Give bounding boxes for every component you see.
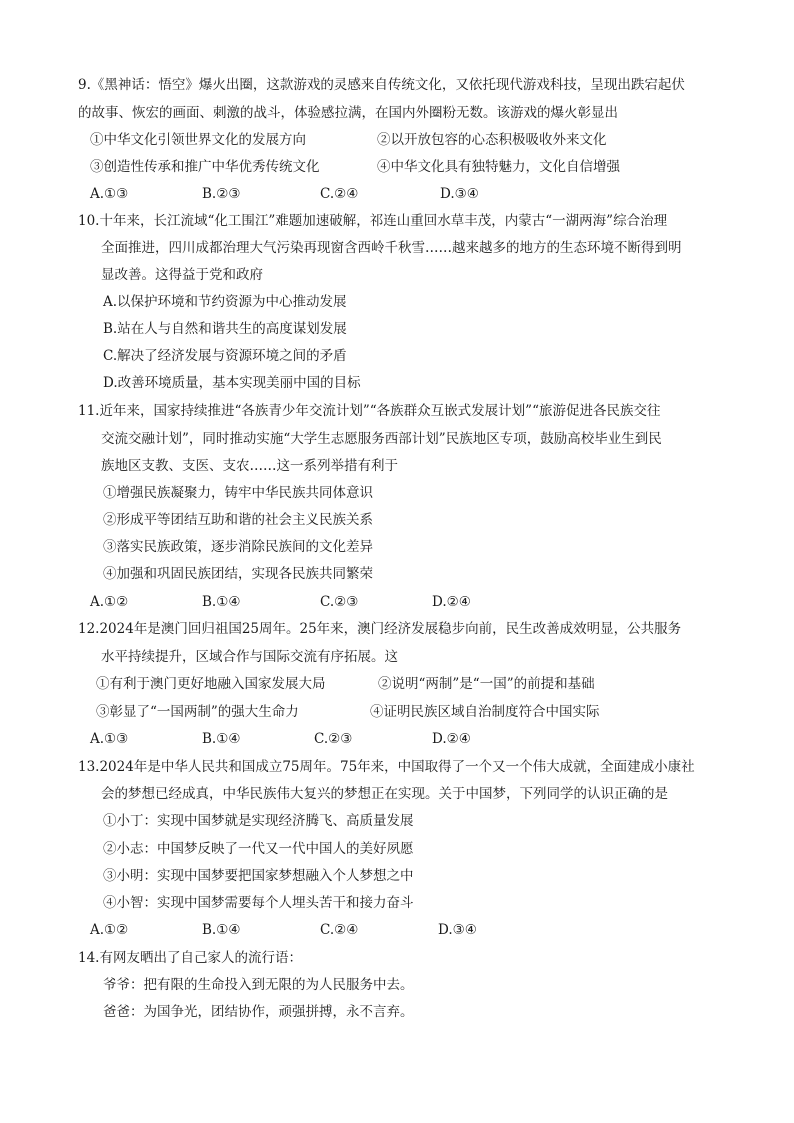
choice-c[interactable]: C.解决了经济发展与资源环境之间的矛盾	[103, 348, 347, 364]
statement-3: ③创造性传承和推广中华优秀传统文化	[90, 159, 320, 175]
statement-1: ①中华文化引领世界文化的发展方向	[90, 132, 306, 148]
statement-1: ①增强民族凝聚力，铸牢中华民族共同体意识	[103, 485, 373, 501]
question-stem-line: 族地区支教、支医、支农……这一系列举措有利于	[101, 458, 398, 474]
question-stem-line: 11.近年来，国家持续推进“各族青少年交流计划”“各族群众互嵌式发展计划”“旅游促进各民族交往	[78, 403, 661, 419]
question-stem-line: 全面推进，四川成都治理大气污染再现窗含西岭千秋雪……越来越多的地方的生态环境不断得到明	[101, 240, 682, 256]
choice-a[interactable]: A.以保护环境和节约资源为中心推动发展	[103, 294, 347, 310]
statement-3: ③落实民族政策，逐步消除民族间的文化差异	[103, 539, 373, 555]
question-stem-line: 显改善。这得益于党和政府	[101, 267, 263, 283]
quote-dad: 爸爸：为国争光，团结协作，顽强拼搏，永不言弃。	[103, 1004, 414, 1020]
choice-a[interactable]: A.①③	[90, 186, 129, 202]
choice-b[interactable]: B.①④	[202, 922, 241, 938]
choice-row	[0, 592, 794, 612]
statement-2: ②说明“两制”是“一国”的前提和基础	[378, 676, 595, 692]
question-stem-line: 12.2024年是澳门回归祖国25周年。25年来，澳门经济发展稳步向前，民生改善成效明显，公共服务	[78, 621, 682, 637]
question-stem-line: 交流交融计划”，同时推动实施“大学生志愿服务西部计划”民族地区专项，鼓励高校毕业生到民	[101, 431, 662, 447]
question-stem-line: 13.2024年是中华人民共和国成立75周年。75年来，中国取得了一个又一个伟大成就，全面建成小康社	[78, 759, 695, 775]
statement-4: ④小智：实现中国梦需要每个人埋头苦干和接力奋斗	[103, 895, 414, 911]
choice-b[interactable]: B.②③	[202, 186, 241, 202]
choice-c[interactable]: C.②④	[320, 922, 359, 938]
statement-3: ③彰显了“一国两制”的强大生命力	[96, 704, 299, 720]
statement-1: ①小丁：实现中国梦就是实现经济腾飞、高质量发展	[103, 813, 414, 829]
choice-d[interactable]: D.②④	[432, 731, 471, 747]
statement-3: ③小明：实现中国梦要把国家梦想融入个人梦想之中	[103, 868, 414, 884]
choice-a[interactable]: A.①②	[90, 594, 129, 610]
choice-a[interactable]: A.①②	[90, 922, 129, 938]
choice-d[interactable]: D.③④	[440, 186, 479, 202]
question-stem-line: 14.有网友晒出了自己家人的流行语：	[78, 950, 302, 966]
choice-b[interactable]: B.站在人与自然和谐共生的高度谋划发展	[103, 321, 347, 337]
statement-1: ①有利于澳门更好地融入国家发展大局	[96, 676, 326, 692]
choice-d[interactable]: D.②④	[432, 594, 471, 610]
choice-d[interactable]: D.改善环境质量，基本实现美丽中国的目标	[103, 375, 361, 391]
choice-row	[0, 184, 794, 204]
choice-c[interactable]: C.②④	[320, 186, 359, 202]
choice-row	[0, 920, 794, 940]
choice-a[interactable]: A.①③	[90, 731, 129, 747]
choice-c[interactable]: C.②③	[320, 594, 359, 610]
choice-d[interactable]: D.③④	[438, 922, 477, 938]
quote-grandpa: 爷爷：把有限的生命投入到无限的为人民服务中去。	[103, 977, 414, 993]
choice-b[interactable]: B.①④	[202, 731, 241, 747]
statement-2: ②形成平等团结互助和谐的社会主义民族关系	[103, 512, 373, 528]
question-stem-line: 10.十年来，长江流域“化工围江”难题加速破解，祁连山重回水草丰茂，内蒙古“一湖两海”综合治理	[78, 213, 668, 229]
statement-4: ④中华文化具有独特魅力，文化自信增强	[377, 159, 620, 175]
choice-row	[0, 729, 794, 749]
statement-2: ②小志：中国梦反映了一代又一代中国人的美好夙愿	[103, 841, 414, 857]
question-stem-line: 的故事、恢宏的画面、刺激的战斗，体验感拉满，在国内外圈粉无数。该游戏的爆火彰显出	[78, 105, 618, 121]
question-stem-line: 9.《黑神话：悟空》爆火出圈，这款游戏的灵感来自传统文化，又依托现代游戏科技，呈现出跌宕起伏	[78, 77, 685, 93]
choice-c[interactable]: C.②③	[314, 731, 353, 747]
statement-4: ④加强和巩固民族团结，实现各民族共同繁荣	[103, 566, 373, 582]
statement-2: ②以开放包容的心态积极吸收外来文化	[377, 132, 607, 148]
choice-b[interactable]: B.①④	[202, 594, 241, 610]
question-stem-line: 会的梦想已经成真，中华民族伟大复兴的梦想正在实现。关于中国梦，下列同学的认识正确的是	[101, 786, 668, 802]
statement-4: ④证明民族区域自治制度符合中国实际	[370, 704, 600, 720]
question-stem-line: 水平持续提升，区域合作与国际交流有序拓展。这	[101, 649, 398, 665]
